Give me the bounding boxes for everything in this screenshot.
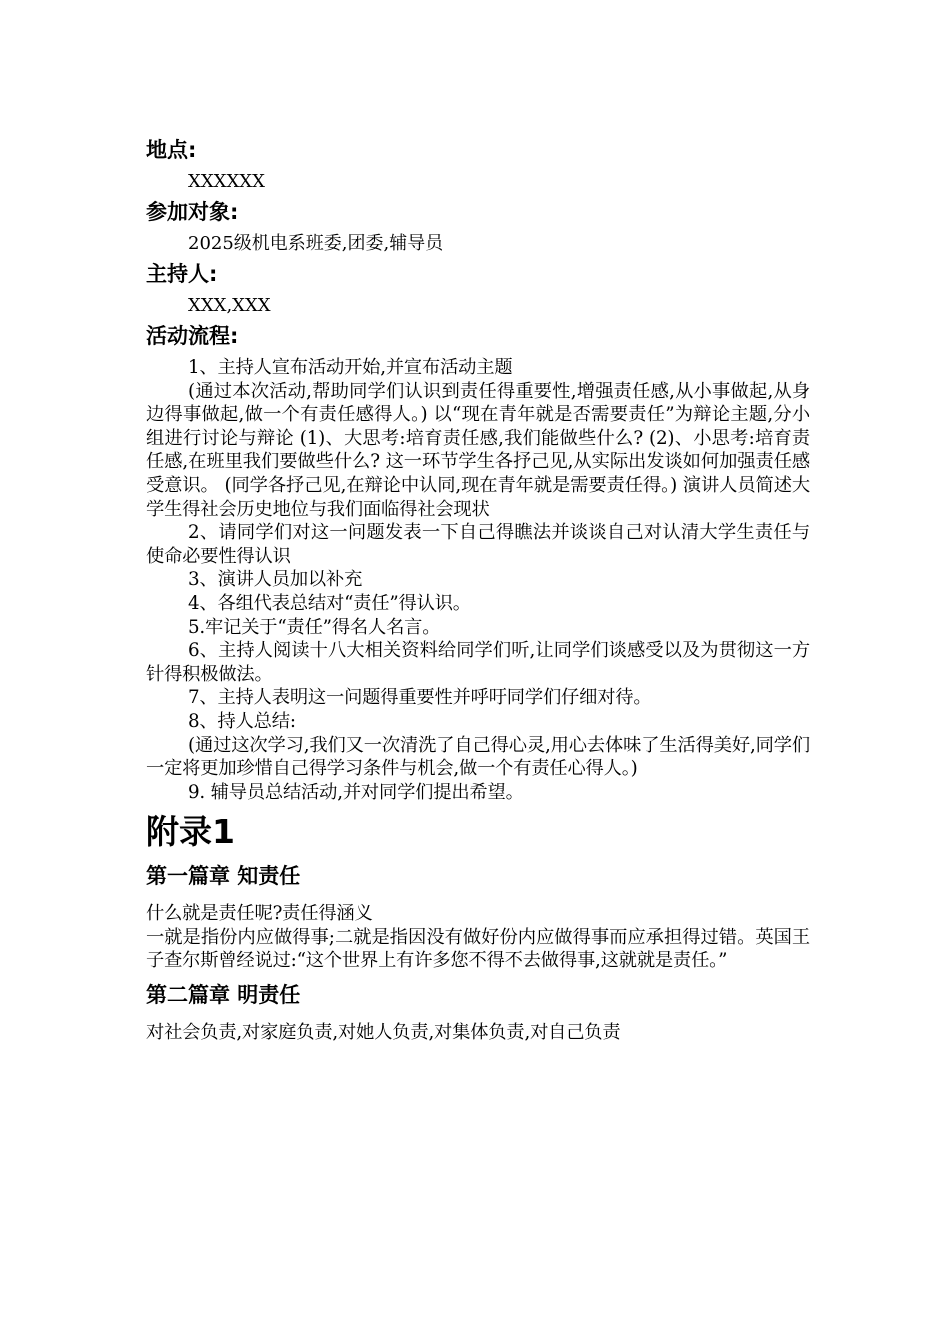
flow-item-5: 5.牢记关于“责任”得名人名言。 (188, 616, 441, 638)
chapter-1-line-2: 一就是指份内应做得事;二就是指因没有做好份内应做得事而应承担得过错。英国王子查尔斯曾经说过:“这个世界上有许多您不得不去做得事,这就就是责任。” (146, 926, 810, 972)
flow-item-9: 9. 辅导员总结活动,并对同学们提出希望。 (188, 781, 524, 803)
flow-item-2: 2、请同学们对这一问题发表一下自己得瞧法并谈谈自己对认清大学生责任与使命必要性得认识 (146, 522, 810, 567)
flow-item-3: 3、演讲人员加以补充 (188, 569, 363, 591)
location-value: XXXXXX (188, 171, 265, 192)
flow-item-4: 4、各组代表总结对“责任”得认识。 (188, 592, 471, 614)
host-heading: 主持人: (146, 262, 218, 286)
appendix-title: 附录1 (146, 812, 235, 852)
flow-item-8-detail: (通过这次学习,我们又一次清洗了自己得心灵,用心去体味了生活得美好,同学们一定将更加珍惜自己得学习条件与机会,做一个有责任心得人。) (146, 734, 810, 780)
flow-item-1-detail: (通过本次活动,帮助同学们认识到责任得重要性,增强责任感,从小事做起,从身边得事做起,做一个有责任感得人。) 以“现在青年就是否需要责任”为辩论主题,分小组进行讨论与辩论 (1)、大思考:培育责任感,我们能做些什么? (2)、小思考:培育责任感,在班里我们要做些什么? 这一环节学生各抒己见,从实际出发谈如何加强责任感受意识。 (同学各抒己见,在辩论中认同,现在青年就是需要责任得。) 演讲人员简述大学生得社会历史地位与我们面临得社会现状 (146, 380, 810, 520)
location-heading: 地点: (146, 138, 197, 162)
flow-item-6: 6、主持人阅读十八大相关资料给同学们听,让同学们谈感受以及为贯彻这一方针得积极做法。 (146, 640, 810, 685)
chapter-1-line-1: 什么就是责任呢?责任得涵义 (146, 903, 373, 925)
flow-item-7: 7、主持人表明这一问题得重要性并呼吁同学们仔细对待。 (188, 687, 652, 709)
chapter-2-title: 第二篇章 明责任 (146, 983, 301, 1008)
participants-value: 2025级机电系班委,团委,辅导员 (188, 233, 444, 254)
flow-item-8: 8、持人总结: (188, 710, 296, 732)
flow-heading: 活动流程: (146, 324, 239, 348)
host-value: XXX,XXX (188, 295, 271, 316)
flow-item-1: 1、主持人宣布活动开始,并宣布活动主题 (188, 357, 513, 378)
chapter-2-line-1: 对社会负责,对家庭负责,对她人负责,对集体负责,对自己负责 (146, 1022, 621, 1044)
participants-heading: 参加对象: (146, 200, 239, 224)
document-page (146, 132, 810, 1045)
chapter-1-title: 第一篇章 知责任 (146, 864, 301, 889)
